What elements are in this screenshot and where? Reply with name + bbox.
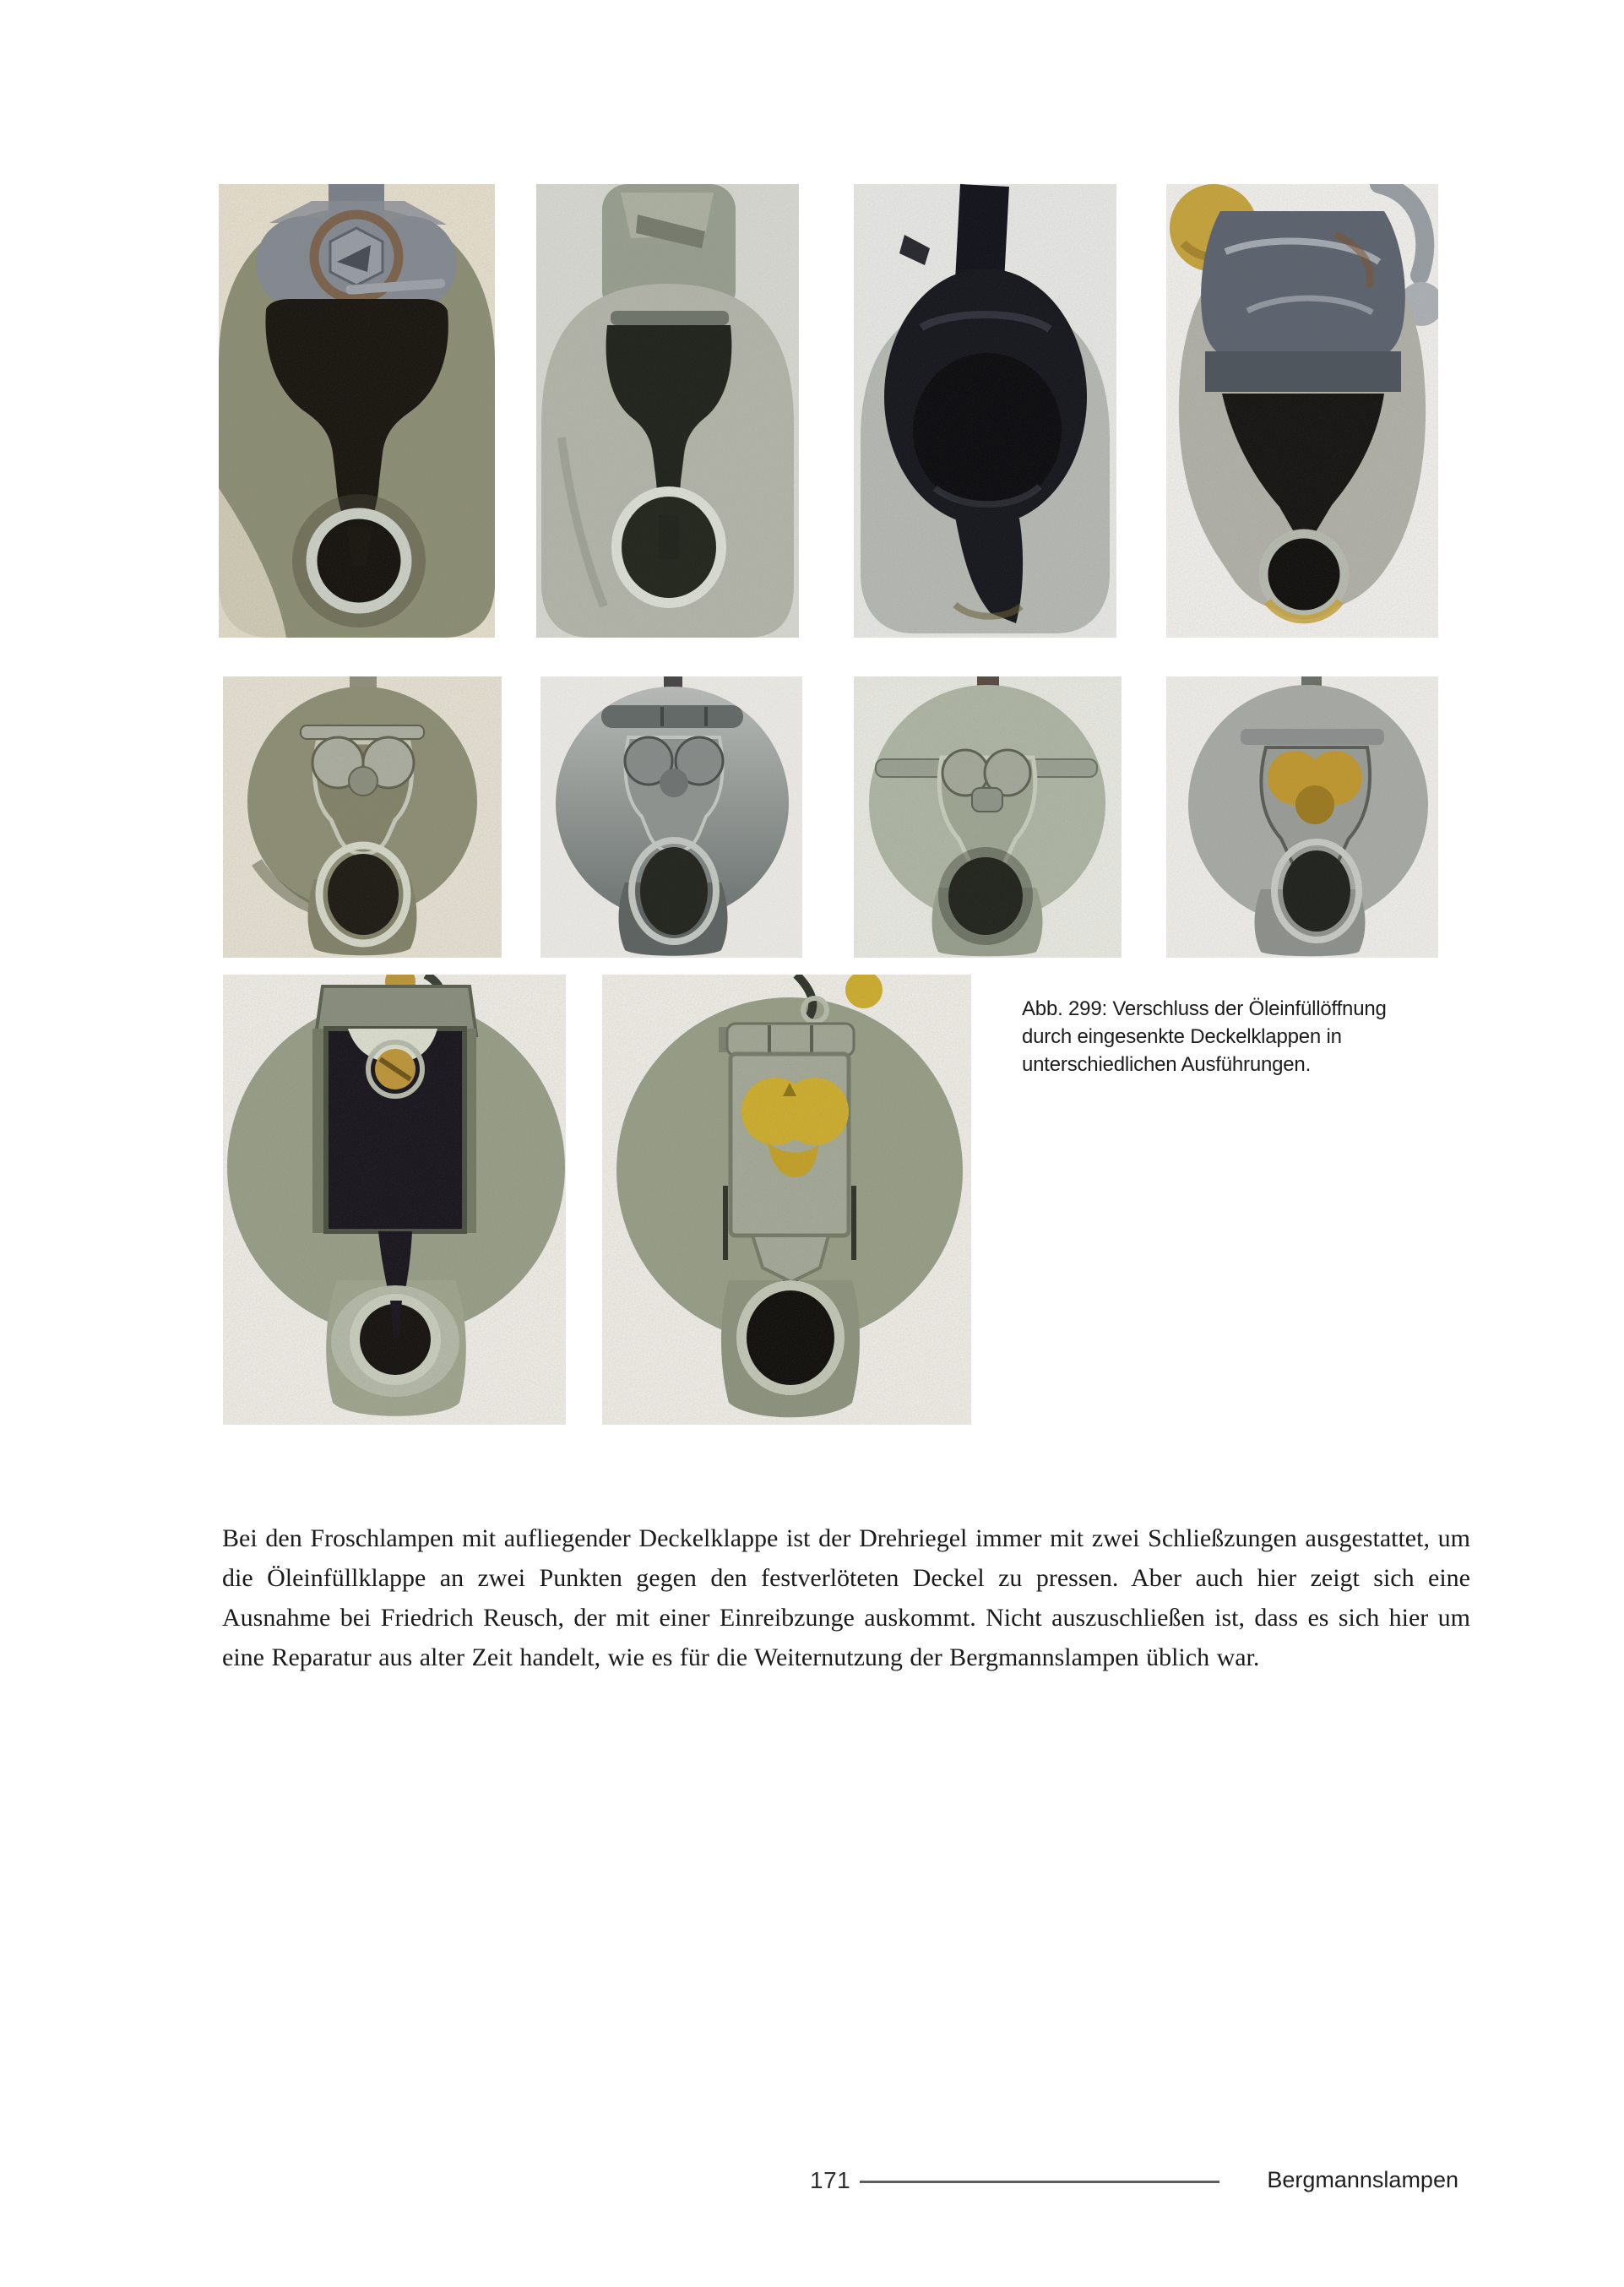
- lamp-illustration-7: [854, 676, 1122, 958]
- lamp-illustration-1: [219, 184, 495, 638]
- lamp-illustration-8: [1166, 676, 1438, 958]
- texture-overlay: [854, 184, 1116, 638]
- texture-overlay: [536, 184, 799, 638]
- lamp-illustration-6: [540, 676, 802, 958]
- photo-lamp-closure-2: [536, 184, 799, 638]
- lamp-illustration-5: [223, 676, 502, 958]
- texture-overlay: [1166, 184, 1438, 638]
- texture-overlay: [219, 184, 495, 638]
- photo-lamp-closure-1: [219, 184, 495, 638]
- lamp-illustration-4: [1166, 184, 1438, 638]
- photo-lamp-closure-9: [223, 975, 566, 1425]
- lamp-illustration-9: [223, 975, 566, 1425]
- body-paragraph: Bei den Froschlampen mit aufliegender Deckelklappe ist der Drehriegel immer mit zwei Schließzungen ausgestattet, um die Öleinfüllklappe an zwei Punkten gegen den festverlöteten Deckel zu pressen. Aber auch hier zeigt sich eine Ausnahme bei Friedrich Reusch, der mit einer Einreibzunge auskommt. Nicht auszuschließen ist, dass es sich hier um eine Reparatur aus alter Zeit handelt, wie es für die Weiternutzung der Bergmannslampen üblich war.: [222, 1524, 1470, 1671]
- photo-lamp-closure-8: [1166, 676, 1438, 958]
- texture-overlay: [1166, 676, 1438, 958]
- section-title: Bergmannslampen: [1267, 2167, 1458, 2192]
- caption-line-2: durch eingesenkte Deckelklappen in: [1022, 1025, 1342, 1048]
- texture-overlay: [854, 676, 1122, 958]
- page-footer: [0, 2164, 1624, 2197]
- texture-overlay: [223, 975, 566, 1425]
- lamp-illustration-2: [536, 184, 799, 638]
- figure-caption: [1022, 995, 1444, 1078]
- texture-overlay: [223, 676, 502, 958]
- lamp-illustration-10: [602, 975, 971, 1425]
- photo-lamp-closure-4: [1166, 184, 1438, 638]
- photo-lamp-closure-7: [854, 676, 1122, 958]
- photo-lamp-closure-10: [602, 975, 971, 1425]
- photo-lamp-closure-5: [223, 676, 502, 958]
- lamp-illustration-3: [854, 184, 1116, 638]
- page-number: 171: [810, 2167, 851, 2193]
- photo-lamp-closure-3: [854, 184, 1116, 638]
- texture-overlay: [602, 975, 971, 1425]
- photo-lamp-closure-6: [540, 676, 802, 958]
- footer-rule: [860, 2181, 1219, 2183]
- caption-line-1: Abb. 299: Verschluss der Öleinfüllöffnung: [1022, 997, 1387, 1020]
- texture-overlay: [540, 676, 802, 958]
- caption-line-3: unterschiedlichen Ausführungen.: [1022, 1053, 1312, 1076]
